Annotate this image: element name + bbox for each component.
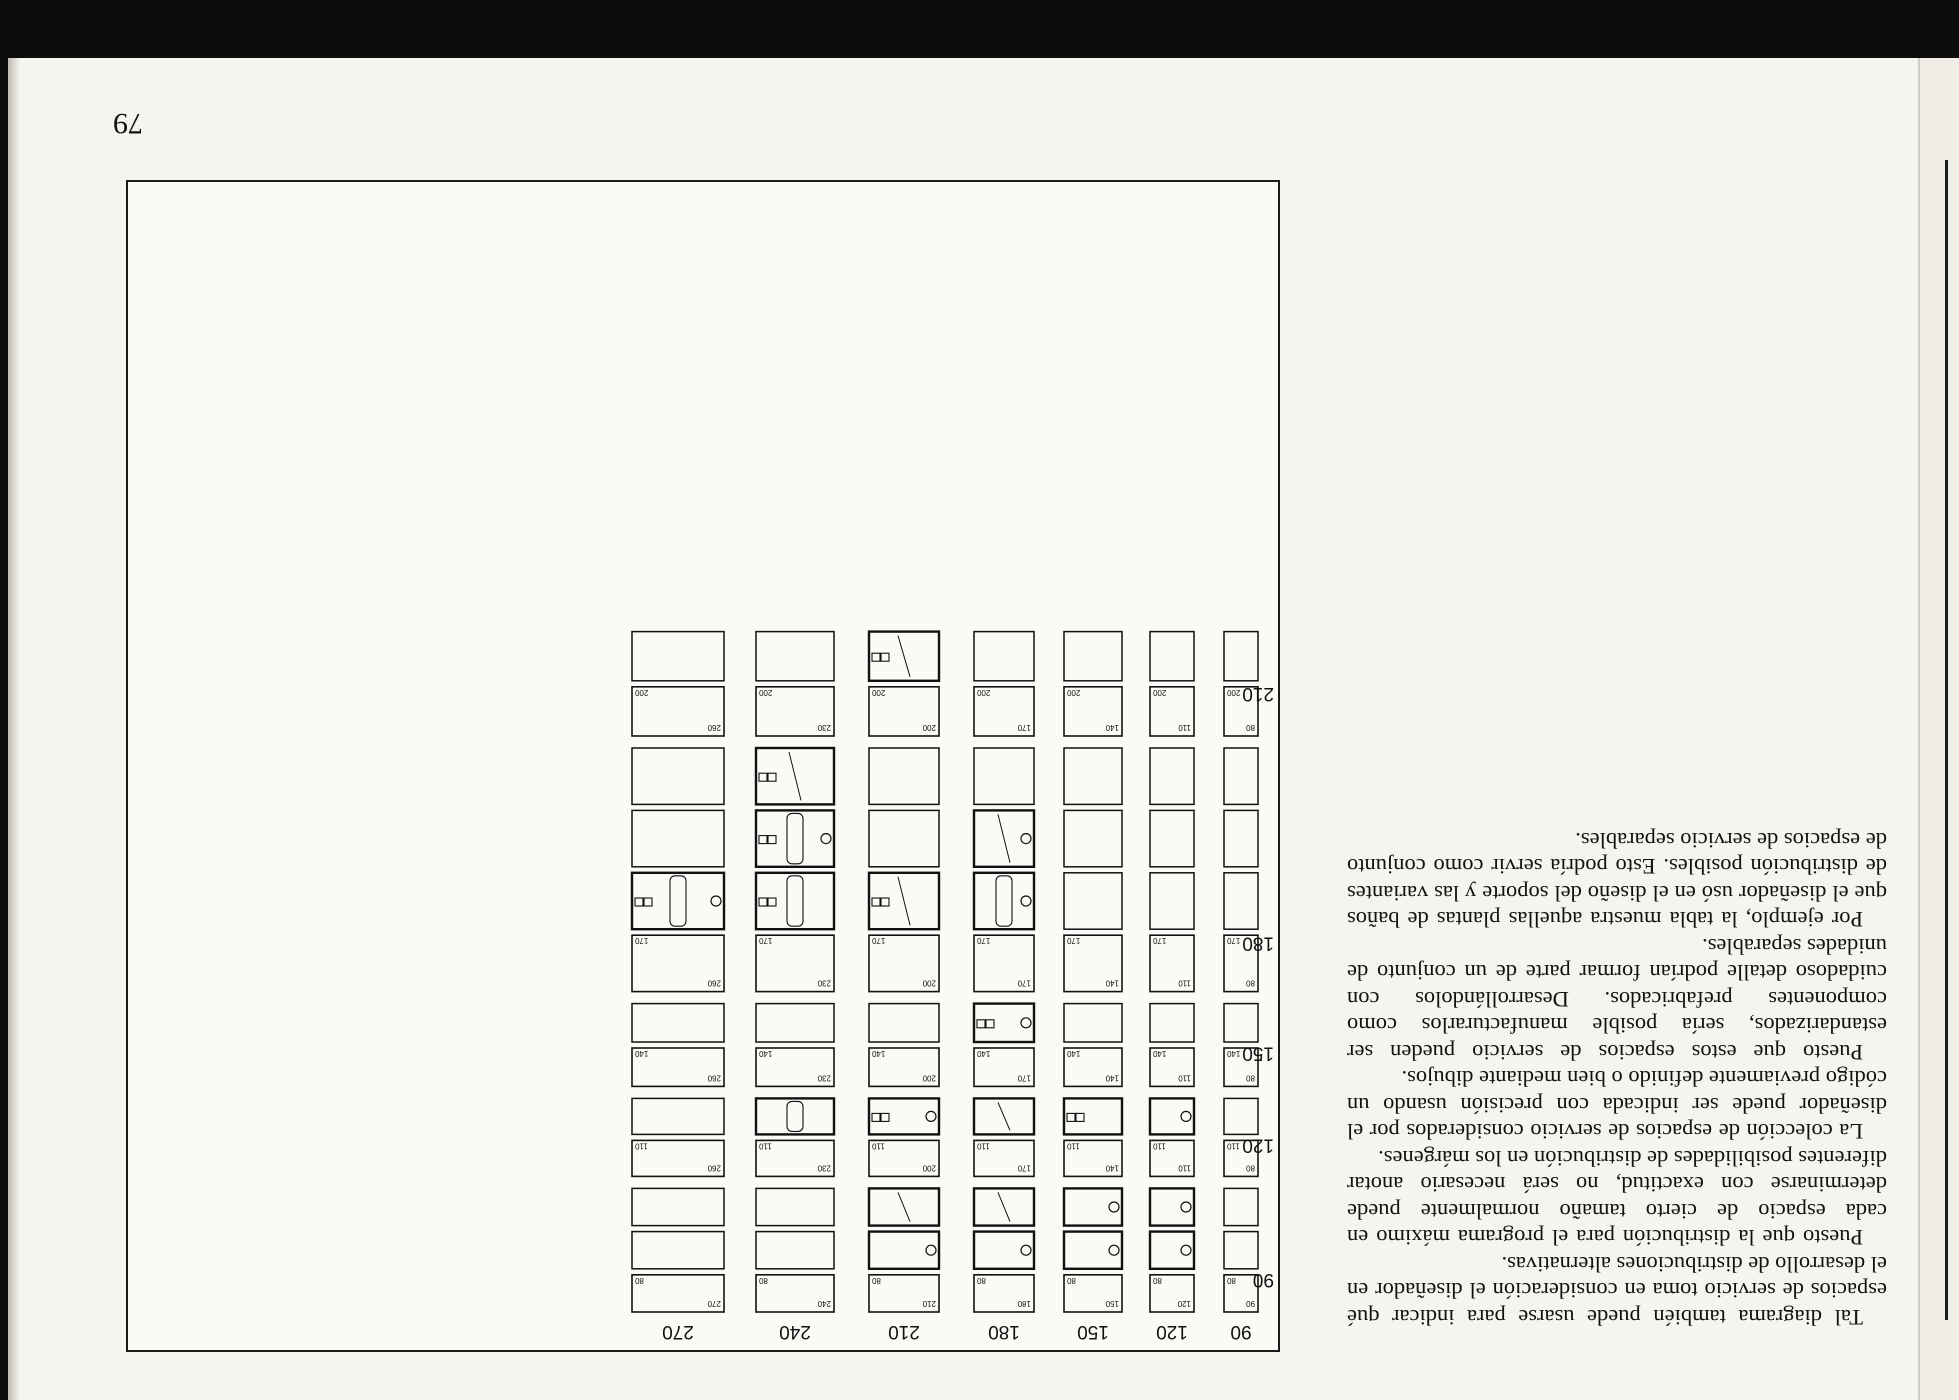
depth-dimension: 80 xyxy=(1153,1275,1162,1285)
width-dimension: 140 xyxy=(1105,1073,1119,1083)
width-dimension: 230 xyxy=(817,978,831,988)
bathroom-plan-option xyxy=(974,873,1034,929)
basin-symbol xyxy=(872,653,880,661)
depth-dimension: 80 xyxy=(977,1275,986,1285)
basin-symbol xyxy=(881,898,889,906)
depth-dimension: 140 xyxy=(1227,1049,1241,1058)
width-dimension: 200 xyxy=(922,723,936,732)
depth-dimension: 200 xyxy=(759,687,773,697)
depth-dimension: 80 xyxy=(1067,1275,1076,1285)
depth-dimension: 200 xyxy=(1067,687,1081,697)
shower-symbol xyxy=(998,1102,1010,1130)
width-dimension: 210 xyxy=(922,1299,936,1308)
toilet-symbol xyxy=(821,834,831,844)
width-dimension: 270 xyxy=(707,1299,721,1308)
bathtub-symbol xyxy=(996,876,1012,926)
bathroom-plan-option xyxy=(1064,632,1122,681)
bathroom-plan-option xyxy=(1064,873,1122,929)
toilet-symbol xyxy=(1021,896,1031,906)
bathroom-plan-option xyxy=(1224,1004,1258,1042)
bathroom-plan-option xyxy=(1224,810,1258,866)
row-group-label: 120 xyxy=(1242,1134,1274,1156)
width-dimension: 110 xyxy=(1178,723,1191,732)
width-dimension: 260 xyxy=(707,1073,721,1083)
bathroom-plan-option xyxy=(1064,1098,1122,1134)
paragraph: Puesto que estos espacios de servicio pueden ser estandarizados, sería posible manufacturarlos como componentes prefabricados. Desarrollándolos con cuidadoso detalle podrían formar parte de un conjunto de unidades separables. xyxy=(1347,934,1887,1065)
width-dimension: 80 xyxy=(1246,1163,1255,1173)
bathroom-plan-option xyxy=(1224,1232,1258,1269)
width-dimension: 80 xyxy=(1246,978,1255,988)
depth-dimension: 110 xyxy=(872,1141,885,1151)
basin-symbol xyxy=(986,1020,994,1028)
column-header: 150 xyxy=(1077,1321,1109,1342)
bathroom-plan-option xyxy=(1064,1232,1122,1269)
bathroom-plan-option xyxy=(974,1004,1034,1042)
width-dimension: 180 xyxy=(1017,1299,1031,1308)
width-dimension: 200 xyxy=(922,978,936,988)
depth-dimension: 170 xyxy=(1227,936,1241,946)
paragraph: La colección de espacios de servicio considerados por el diseñador puede ser indicada con precisión usando un código previamente definido o bien mediante dibujos. xyxy=(1347,1066,1887,1145)
depth-dimension: 110 xyxy=(977,1141,990,1151)
column-header: 180 xyxy=(988,1321,1020,1342)
depth-dimension: 80 xyxy=(635,1275,644,1285)
width-dimension: 120 xyxy=(1177,1299,1191,1308)
row-group-label: 180 xyxy=(1242,932,1274,954)
bathroom-plan-option xyxy=(632,1232,724,1269)
column-header: 90 xyxy=(1230,1321,1252,1342)
basin-symbol xyxy=(872,1113,880,1121)
bathroom-plan-diagram xyxy=(126,180,1280,1352)
row-group-label: 150 xyxy=(1242,1042,1274,1064)
bathroom-plan-option xyxy=(756,1098,834,1134)
depth-dimension: 80 xyxy=(759,1275,768,1285)
bathroom-plan-option xyxy=(869,748,939,804)
toilet-symbol xyxy=(926,1111,936,1121)
bathroom-plan-option xyxy=(632,632,724,681)
bathroom-plan-option xyxy=(1150,873,1194,929)
width-dimension: 150 xyxy=(1105,1299,1119,1308)
toilet-symbol xyxy=(1181,1245,1191,1255)
width-dimension: 170 xyxy=(1017,978,1031,988)
basin-symbol xyxy=(977,1020,985,1028)
bathroom-plan-option xyxy=(1224,632,1258,681)
width-dimension: 170 xyxy=(1017,1163,1031,1173)
depth-dimension: 170 xyxy=(977,936,991,946)
depth-dimension: 140 xyxy=(635,1049,649,1058)
toilet-symbol xyxy=(1021,1245,1031,1255)
bathtub-symbol xyxy=(787,876,803,926)
bathroom-plan-option xyxy=(1064,1188,1122,1225)
width-dimension: 230 xyxy=(817,723,831,732)
shower-symbol xyxy=(898,1192,910,1221)
basin-symbol xyxy=(768,836,776,844)
bathroom-plan-option xyxy=(1224,1188,1258,1225)
bathroom-plan-option xyxy=(1064,1004,1122,1042)
basin-symbol xyxy=(881,1113,889,1121)
width-dimension: 230 xyxy=(817,1073,831,1083)
depth-dimension: 200 xyxy=(635,687,649,697)
width-dimension: 240 xyxy=(817,1299,831,1308)
basin-symbol xyxy=(881,653,889,661)
basin-symbol xyxy=(759,898,767,906)
bathroom-plan-option xyxy=(1064,748,1122,804)
paragraph: Por ejemplo, la tabla muestra aquellas plantas de baños que el diseñador usó en el diseño del soporte y las variantes de distribución posibles. Esto podría servir como conjunto de espacios de servicio separables. xyxy=(1347,828,1887,933)
width-dimension: 260 xyxy=(707,723,721,732)
basin-symbol xyxy=(759,773,767,781)
basin-symbol xyxy=(1067,1113,1075,1121)
depth-dimension: 80 xyxy=(1227,1275,1236,1285)
bathroom-plan-option xyxy=(1150,1098,1194,1134)
shower-symbol xyxy=(998,1192,1010,1221)
depth-dimension: 110 xyxy=(635,1141,648,1151)
depth-dimension: 140 xyxy=(759,1049,773,1058)
toilet-symbol xyxy=(1109,1245,1119,1255)
depth-dimension: 200 xyxy=(872,687,886,697)
bathtub-symbol xyxy=(787,813,803,863)
bathroom-plan-option xyxy=(632,1098,724,1134)
bathtub-symbol xyxy=(787,1101,803,1131)
paragraph: Puesto que la distribución para el programa máximo en cada espacio de cierto tamaño normalmente puede determinarse con exactitud, no será necesario anotar diferentes posibilidades de distribución en los márgenes. xyxy=(1347,1146,1887,1251)
bathroom-plan-option xyxy=(1224,873,1258,929)
depth-dimension: 140 xyxy=(1067,1049,1081,1058)
toilet-symbol xyxy=(1181,1111,1191,1121)
shower-symbol xyxy=(898,636,910,677)
basin-symbol xyxy=(768,773,776,781)
depth-dimension: 170 xyxy=(872,936,886,946)
basin-symbol xyxy=(644,898,652,906)
toilet-symbol xyxy=(1181,1202,1191,1212)
bathroom-plan-option xyxy=(869,810,939,866)
bathroom-plan-option xyxy=(1150,1188,1194,1225)
depth-dimension: 110 xyxy=(1067,1141,1080,1151)
width-dimension: 260 xyxy=(707,1163,721,1173)
bathroom-plan-option xyxy=(1224,1098,1258,1134)
width-dimension: 200 xyxy=(922,1073,936,1083)
row-group-label: 90 xyxy=(1252,1269,1274,1290)
bathroom-plan-option xyxy=(756,1004,834,1042)
bathtub-symbol xyxy=(670,876,686,926)
width-dimension: 230 xyxy=(817,1163,831,1173)
depth-dimension: 170 xyxy=(1067,936,1081,946)
basin-symbol xyxy=(759,836,767,844)
width-dimension: 80 xyxy=(1246,723,1255,732)
depth-dimension: 170 xyxy=(759,936,773,946)
body-text xyxy=(1347,827,1887,1331)
bathroom-plan-option xyxy=(1224,748,1258,804)
width-dimension: 140 xyxy=(1105,723,1119,732)
bathroom-plan-option xyxy=(1150,810,1194,866)
depth-dimension: 140 xyxy=(872,1049,886,1058)
depth-dimension: 110 xyxy=(1227,1141,1240,1151)
width-dimension: 80 xyxy=(1246,1073,1255,1083)
width-dimension: 170 xyxy=(1017,1073,1031,1083)
depth-dimension: 110 xyxy=(1153,1141,1166,1151)
depth-dimension: 170 xyxy=(1153,936,1167,946)
bathroom-plan-option xyxy=(1150,748,1194,804)
column-header: 210 xyxy=(888,1321,920,1342)
width-dimension: 200 xyxy=(922,1163,936,1173)
column-header: 120 xyxy=(1156,1321,1188,1342)
column-header: 270 xyxy=(662,1321,694,1342)
depth-dimension: 140 xyxy=(977,1049,991,1058)
toilet-symbol xyxy=(1021,1018,1031,1028)
toilet-symbol xyxy=(1021,834,1031,844)
width-dimension: 260 xyxy=(707,978,721,988)
width-dimension: 110 xyxy=(1178,1163,1191,1173)
page-number: 79 xyxy=(113,107,143,140)
width-dimension: 140 xyxy=(1105,978,1119,988)
basin-symbol xyxy=(768,898,776,906)
basin-symbol xyxy=(1076,1113,1084,1121)
depth-dimension: 170 xyxy=(635,936,649,946)
paragraph: Tal diagrama también puede usarse para indicar qué espacios de servicio toma en consideración el diseñador en el desarrollo de distribuciones alternativas. xyxy=(1347,1252,1887,1330)
bathroom-plan-option xyxy=(756,1232,834,1269)
bathroom-plan-option xyxy=(632,873,724,929)
depth-dimension: 140 xyxy=(1153,1049,1167,1058)
toilet-symbol xyxy=(1109,1202,1119,1212)
bathroom-plan-option xyxy=(1064,810,1122,866)
column-header: 240 xyxy=(779,1321,811,1342)
shower-symbol xyxy=(998,814,1010,862)
depth-dimension: 200 xyxy=(1153,687,1167,697)
shower-symbol xyxy=(898,877,910,925)
basin-symbol xyxy=(635,898,643,906)
bathroom-plan-option xyxy=(869,1004,939,1042)
depth-dimension: 80 xyxy=(872,1275,881,1285)
bathroom-plan-option xyxy=(632,810,724,866)
bathroom-plan-option xyxy=(1150,1004,1194,1042)
width-dimension: 170 xyxy=(1017,723,1031,732)
depth-dimension: 200 xyxy=(977,687,991,697)
shower-symbol xyxy=(789,752,801,800)
bathroom-plan-option xyxy=(632,1188,724,1225)
bathroom-plan-option xyxy=(756,1188,834,1225)
depth-dimension: 200 xyxy=(1227,687,1241,697)
bathroom-plan-option xyxy=(869,1232,939,1269)
bathroom-plan-option xyxy=(974,748,1034,804)
bathroom-plan-option xyxy=(632,1004,724,1042)
bathroom-plan-option xyxy=(756,632,834,681)
bathroom-plan-option xyxy=(1150,632,1194,681)
depth-dimension: 110 xyxy=(759,1141,772,1151)
bathroom-plan-option xyxy=(974,1232,1034,1269)
basin-symbol xyxy=(872,898,880,906)
bathroom-plan-option xyxy=(1150,1232,1194,1269)
width-dimension: 110 xyxy=(1178,1073,1191,1083)
toilet-symbol xyxy=(926,1245,936,1255)
width-dimension: 90 xyxy=(1246,1299,1255,1308)
diagram-canvas xyxy=(128,182,1278,1350)
width-dimension: 140 xyxy=(1105,1163,1119,1173)
row-group-label: 210 xyxy=(1242,683,1274,704)
bathroom-plan-option xyxy=(974,632,1034,681)
width-dimension: 110 xyxy=(1178,978,1191,988)
toilet-symbol xyxy=(711,896,721,906)
bathroom-plan-option xyxy=(632,748,724,804)
